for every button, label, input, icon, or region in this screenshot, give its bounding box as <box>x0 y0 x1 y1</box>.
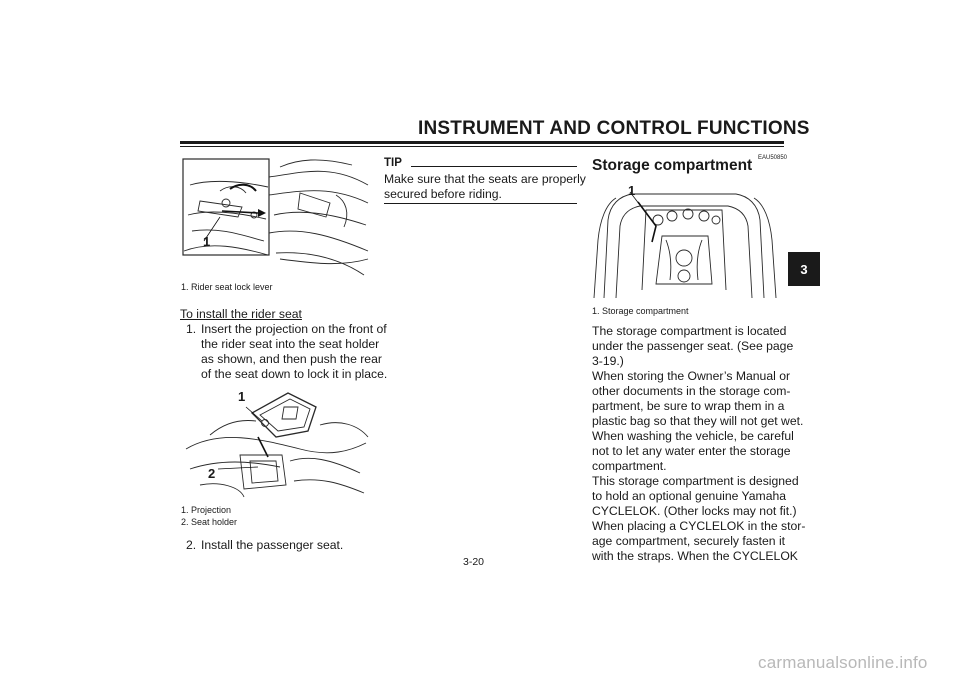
chapter-tab[interactable]: 3 <box>788 252 820 286</box>
step2-text: Install the passenger seat. <box>201 538 344 552</box>
step2-number: 2. <box>186 538 197 552</box>
figure3-caption: 1. Storage compartment <box>592 306 689 316</box>
storage-text-line: When storing the Owner’s Manual or <box>592 369 791 383</box>
step1-line: Insert the projection on the front of <box>201 322 387 336</box>
figure-storage-compartment <box>592 180 778 300</box>
seat-lock-lever-illustration <box>180 155 370 277</box>
figure1-callout: 1 <box>203 234 211 249</box>
figure-seat-projection-holder <box>180 385 370 500</box>
figure2-callout-projection: 1 <box>238 389 246 404</box>
figure2-caption: 1. Projection <box>181 505 232 515</box>
storage-text-line: with the straps. When the CYCLELOK <box>592 549 798 563</box>
storage-text-line: 3-19.) <box>592 354 624 368</box>
storage-text-line: This storage compartment is designed <box>592 474 799 488</box>
tip-rule-top <box>411 166 577 167</box>
storage-text-line: When placing a CYCLELOK in the stor- <box>592 519 806 533</box>
reference-code: EAU50850 <box>758 155 788 161</box>
storage-text-line: not to let any water enter the storage <box>592 444 791 458</box>
tip-label: TIP <box>384 157 402 169</box>
storage-text-line: other documents in the storage com- <box>592 384 791 398</box>
figure1-caption: 1. Rider seat lock lever <box>181 282 273 292</box>
header-rule-thin <box>180 146 784 147</box>
storage-text-line: CYCLELOK. (Other locks may not fit.) <box>592 504 797 518</box>
tip-rule-bottom <box>384 203 577 204</box>
storage-text-line: age compartment, securely fasten it <box>592 534 786 548</box>
tip-text-line: secured before riding. <box>384 187 502 201</box>
header-rule <box>180 141 784 144</box>
storage-compartment-illustration <box>592 180 778 300</box>
page-header-title: INSTRUMENT AND CONTROL FUNCTIONS <box>418 118 810 139</box>
subheading-install-rider-seat: To install the rider seat <box>180 307 302 321</box>
storage-text-line: partment, be sure to wrap them in a <box>592 399 785 413</box>
figure2-callout-seat-holder: 2 <box>208 466 216 481</box>
step1-line: of the seat down to lock it in place. <box>201 367 388 381</box>
watermark[interactable]: carmanualsonline.info <box>758 653 928 672</box>
step1-number: 1. <box>186 322 197 336</box>
storage-text-line: under the passenger seat. (See page <box>592 339 794 353</box>
storage-text-line: compartment. <box>592 459 667 473</box>
section-title-storage-compartment: Storage compartment <box>592 157 753 174</box>
page-number: 3-20 <box>463 556 485 568</box>
storage-text-line: to hold an optional genuine Yamaha <box>592 489 787 503</box>
storage-text-line: The storage compartment is located <box>592 324 787 338</box>
figure3-callout: 1 <box>628 183 636 198</box>
step1-line: the rider seat into the seat holder <box>201 337 380 351</box>
storage-text-line: plastic bag so that they will not get wet. <box>592 414 804 428</box>
seat-holder-illustration <box>180 385 370 500</box>
tip-text-line: Make sure that the seats are properly <box>384 172 586 186</box>
figure2-caption: 2. Seat holder <box>181 517 238 527</box>
figure-rider-seat-lock-lever <box>180 155 370 277</box>
step1-line: as shown, and then push the rear <box>201 352 382 366</box>
storage-text-line: When washing the vehicle, be careful <box>592 429 794 443</box>
